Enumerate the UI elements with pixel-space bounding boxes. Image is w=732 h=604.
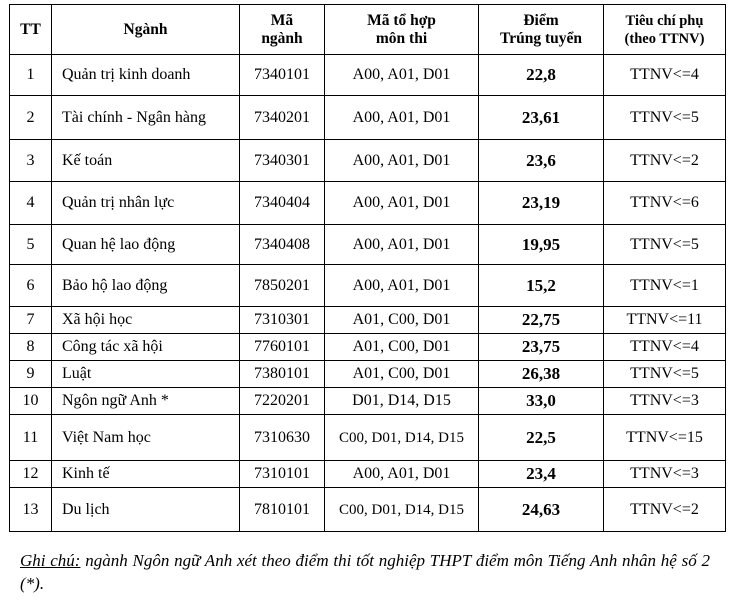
cell-tieu-chi: TTNV<=6 (604, 182, 726, 225)
cell-tieu-chi: TTNV<=3 (604, 388, 726, 415)
cell-tieu-chi: TTNV<=4 (604, 55, 726, 96)
cell-nganh: Quản trị kinh doanh (52, 55, 240, 96)
table-row (10, 225, 726, 265)
cell-to-hop: A00, A01, D01 (325, 461, 479, 488)
cell-to-hop: C00, D01, D14, D15 (325, 488, 479, 532)
header-tieu-chi (604, 5, 726, 55)
footnote-text: ngành Ngôn ngữ Anh xét theo điểm thi tốt nghiệp THPT điểm môn Tiếng Anh nhân hệ số 2 (*). (20, 551, 710, 593)
table-row (10, 334, 726, 361)
cell-tt: 7 (10, 307, 52, 334)
cell-to-hop: A00, A01, D01 (325, 182, 479, 225)
cell-to-hop: C00, D01, D14, D15 (325, 415, 479, 461)
cell-diem: 22,75 (479, 307, 604, 334)
cell-tieu-chi: TTNV<=15 (604, 415, 726, 461)
header-diem (479, 5, 604, 55)
cell-tieu-chi: TTNV<=5 (604, 361, 726, 388)
header-tieu-chi-line2: (theo TTNV) (624, 30, 705, 47)
cell-tt: 8 (10, 334, 52, 361)
cell-diem: 22,5 (479, 415, 604, 461)
cell-diem: 23,61 (479, 96, 604, 140)
cell-nganh: Tài chính - Ngân hàng (52, 96, 240, 140)
cell-ma: 7850201 (240, 265, 325, 307)
cell-tt: 3 (10, 140, 52, 182)
cell-diem: 23,75 (479, 334, 604, 361)
cell-nganh: Quản trị nhân lực (52, 182, 240, 225)
cell-to-hop: A00, A01, D01 (325, 140, 479, 182)
cell-diem: 24,63 (479, 488, 604, 532)
cell-ma: 7380101 (240, 361, 325, 388)
admission-score-table (9, 4, 726, 532)
header-diem-line2: Trúng tuyển (500, 29, 582, 47)
table-row (10, 415, 726, 461)
cell-diem: 19,95 (479, 225, 604, 265)
cell-diem: 26,38 (479, 361, 604, 388)
cell-nganh: Việt Nam học (52, 415, 240, 461)
cell-nganh: Công tác xã hội (52, 334, 240, 361)
cell-to-hop: A00, A01, D01 (325, 96, 479, 140)
cell-nganh: Kinh tế (52, 461, 240, 488)
cell-to-hop: A00, A01, D01 (325, 265, 479, 307)
cell-tt: 1 (10, 55, 52, 96)
cell-ma: 7760101 (240, 334, 325, 361)
cell-nganh: Quan hệ lao động (52, 225, 240, 265)
cell-ma: 7810101 (240, 488, 325, 532)
cell-ma: 7340301 (240, 140, 325, 182)
cell-to-hop: A01, C00, D01 (325, 361, 479, 388)
cell-tt: 6 (10, 265, 52, 307)
footnote-label: Ghi chú: (20, 551, 81, 570)
cell-ma: 7220201 (240, 388, 325, 415)
cell-nganh: Bảo hộ lao động (52, 265, 240, 307)
cell-ma: 7340201 (240, 96, 325, 140)
cell-ma: 7340408 (240, 225, 325, 265)
table-row (10, 265, 726, 307)
cell-tieu-chi: TTNV<=2 (604, 140, 726, 182)
table-row (10, 361, 726, 388)
cell-ma: 7310301 (240, 307, 325, 334)
table-row (10, 461, 726, 488)
cell-nganh: Xã hội học (52, 307, 240, 334)
cell-tt: 4 (10, 182, 52, 225)
cell-diem: 15,2 (479, 265, 604, 307)
cell-tieu-chi: TTNV<=5 (604, 96, 726, 140)
cell-tt: 9 (10, 361, 52, 388)
cell-ma: 7340101 (240, 55, 325, 96)
table-row (10, 488, 726, 532)
header-ma-nganh-line2: ngành (261, 29, 303, 47)
cell-to-hop: A01, C00, D01 (325, 307, 479, 334)
header-to-hop (325, 5, 479, 55)
cell-tt: 5 (10, 225, 52, 265)
cell-tieu-chi: TTNV<=2 (604, 488, 726, 532)
cell-ma: 7310630 (240, 415, 325, 461)
header-to-hop-line1: Mã tổ hợp (367, 11, 436, 29)
cell-tieu-chi: TTNV<=1 (604, 265, 726, 307)
cell-nganh: Du lịch (52, 488, 240, 532)
footnote (20, 549, 710, 595)
cell-tt: 12 (10, 461, 52, 488)
header-tieu-chi-line1: Tiêu chí phụ (625, 12, 704, 29)
cell-diem: 23,19 (479, 182, 604, 225)
cell-diem: 22,8 (479, 55, 604, 96)
cell-to-hop: A01, C00, D01 (325, 334, 479, 361)
header-to-hop-line2: môn thi (375, 29, 428, 47)
table-row (10, 140, 726, 182)
cell-diem: 33,0 (479, 388, 604, 415)
cell-tt: 13 (10, 488, 52, 532)
cell-tieu-chi: TTNV<=5 (604, 225, 726, 265)
cell-to-hop: A00, A01, D01 (325, 55, 479, 96)
cell-nganh: Luật (52, 361, 240, 388)
cell-tt: 2 (10, 96, 52, 140)
header-diem-line1: Điểm (523, 11, 559, 29)
header-nganh: Ngành (52, 5, 240, 55)
cell-nganh: Ngôn ngữ Anh * (52, 388, 240, 415)
header-row (10, 5, 726, 55)
cell-tieu-chi: TTNV<=11 (604, 307, 726, 334)
cell-diem: 23,4 (479, 461, 604, 488)
cell-tt: 11 (10, 415, 52, 461)
header-ma-nganh-line1: Mã (270, 11, 294, 29)
header-ma-nganh (240, 5, 325, 55)
cell-to-hop: A00, A01, D01 (325, 225, 479, 265)
cell-ma: 7310101 (240, 461, 325, 488)
cell-tieu-chi: TTNV<=3 (604, 461, 726, 488)
table-row (10, 182, 726, 225)
cell-to-hop: D01, D14, D15 (325, 388, 479, 415)
table-row (10, 307, 726, 334)
table-row (10, 55, 726, 96)
cell-diem: 23,6 (479, 140, 604, 182)
table-row (10, 96, 726, 140)
table-row (10, 388, 726, 415)
header-tt: TT (10, 5, 52, 55)
cell-nganh: Kế toán (52, 140, 240, 182)
cell-ma: 7340404 (240, 182, 325, 225)
cell-tt: 10 (10, 388, 52, 415)
cell-tieu-chi: TTNV<=4 (604, 334, 726, 361)
